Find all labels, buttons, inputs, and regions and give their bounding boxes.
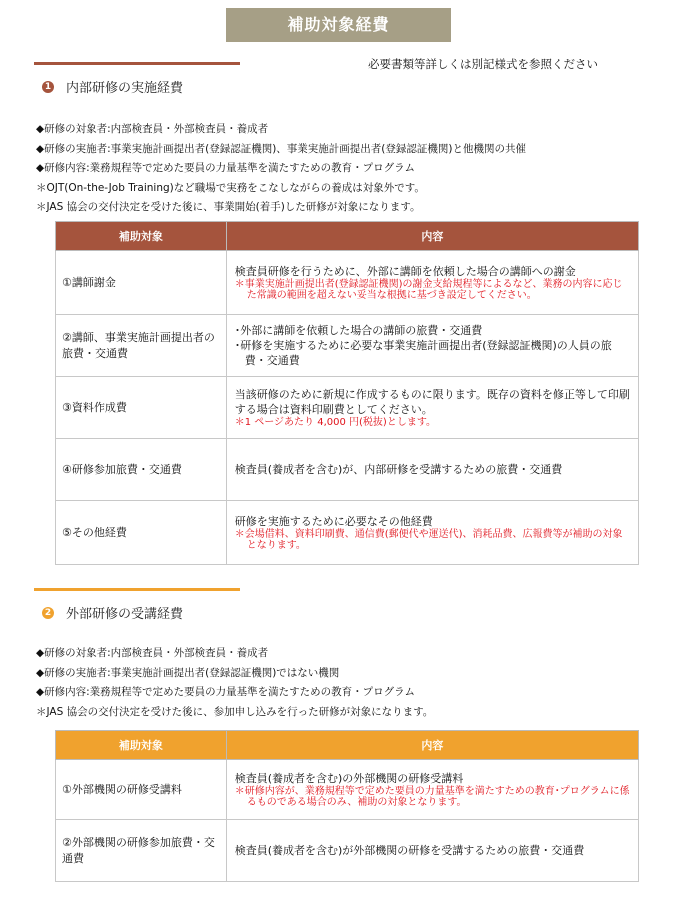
section2-heading: 外部研修の受講経費 [66, 607, 184, 622]
table-row [56, 439, 639, 501]
section1-heading: 内部研修の実施経費 [66, 81, 184, 96]
row-note: ＊事業実施計画提出者(登録認証機関)の謝金支給規程等によるなど、業務の内容に応じた常識の範囲を超えない妥当な根拠に基づき設定してください。 [234, 279, 623, 301]
row-label: ③資料作成費 [56, 377, 227, 439]
section2-bullets [36, 644, 433, 722]
section1-bullets [36, 120, 526, 218]
bullet-line: ＊OJT(On-the-Job Training)など職場で実務をこなしながらの養成は対象外です。 [36, 181, 425, 194]
bullet-line: ◆研修の対象者:内部検査員・外部検査員・養成者 [36, 647, 269, 659]
row-note: ＊会場借料、資料印刷費、通信費(郵便代や運送代)、消耗品費、広報費等が補助の対象となります。 [234, 529, 623, 551]
row-label: ④研修参加旅費・交通費 [56, 439, 227, 501]
table-row [56, 820, 639, 882]
table-header-target: 補助対象 [56, 731, 227, 760]
bullet-line: ＊JAS 協会の交付決定を受けた後に、参加申し込みを行った研修が対象になります。 [36, 705, 434, 718]
section1-rule [34, 62, 240, 65]
row-content [226, 820, 638, 882]
bullet-line: ◆研修内容:業務規程等で定めた要員の力量基準を満たすための教育・プログラム [36, 162, 416, 174]
row-dot-item: ･外部に講師を依頼した場合の講師の旅費・交通費 [234, 324, 483, 337]
bullet-line: ＊JAS 協会の交付決定を受けた後に、事業開始(着手)した研修が対象になります。 [36, 201, 421, 213]
row-content [226, 760, 638, 820]
bullet-line: ◆研修の実施者:事業実施計画提出者(登録認証機関)ではない機関 [36, 666, 340, 679]
row-text: 検査員研修を行うために、外部に講師を依頼した場合の講師への謝金 [234, 265, 576, 278]
table-row [56, 251, 639, 315]
table-row [56, 760, 639, 820]
section1-number-icon: 1 [42, 81, 54, 93]
bullet-line: ◆研修の実施者:事業実施計画提出者(登録認証機関)、事業実施計画提出者(登録認証機関)と他機関の共催 [36, 142, 526, 155]
table-row [56, 377, 639, 439]
row-content [226, 315, 638, 377]
row-label: ①外部機関の研修受講料 [56, 760, 227, 820]
row-content [226, 251, 638, 315]
section1-header [34, 62, 240, 96]
table-header-content: 内容 [226, 222, 638, 251]
row-content [226, 501, 638, 565]
row-note: ＊研修内容が、業務規程等で定めた要員の力量基準を満たすための教育･プログラムに係るものである場合のみ、補助の対象となります。 [234, 786, 630, 808]
table-header-target: 補助対象 [56, 222, 227, 251]
section2-header [34, 588, 240, 622]
row-content [226, 377, 638, 439]
row-text: 検査員(養成者を含む)の外部機関の研修受講料 [234, 772, 464, 785]
reference-note: 必要書類等詳しくは別記様式を参照ください [368, 57, 598, 71]
bullet-line: ◆研修の対象者:内部検査員・外部検査員・養成者 [36, 123, 269, 135]
section2-number-icon: 2 [42, 607, 54, 619]
bullet-line: ◆研修内容:業務規程等で定めた要員の力量基準を満たすための教育・プログラム [36, 686, 416, 698]
table-header-content: 内容 [226, 731, 638, 760]
row-label: ②講師、事業実施計画提出者の旅費・交通費 [56, 315, 227, 377]
row-text: 当該研修のために新規に作成するものに限ります。既存の資料を修正等して印刷する場合は資料印刷費としてください。 [234, 388, 630, 416]
row-label: ①講師謝金 [56, 251, 227, 315]
section2-table [55, 730, 639, 882]
section1-table [55, 221, 639, 565]
row-label: ⑤その他経費 [56, 501, 227, 565]
page-title: 補助対象経費 [226, 8, 451, 42]
section2-rule [34, 588, 240, 591]
row-text: 検査員(養成者を含む)が外部機関の研修を受講するための旅費・交通費 [234, 844, 585, 857]
row-text: 研修を実施するために必要なその他経費 [234, 515, 433, 528]
row-content [226, 439, 638, 501]
row-label: ②外部機関の研修参加旅費・交通費 [56, 820, 227, 882]
row-dot-item: ･研修を実施するために必要な事業実施計画提出者(登録認証機関)の人員の旅費・交通費 [234, 339, 612, 367]
row-note: ＊1 ページあたり 4,000 円(税抜)とします。 [234, 417, 437, 428]
table-row [56, 315, 639, 377]
row-text: 検査員(養成者を含む)が、内部研修を受講するための旅費・交通費 [234, 463, 563, 476]
table-row [56, 501, 639, 565]
